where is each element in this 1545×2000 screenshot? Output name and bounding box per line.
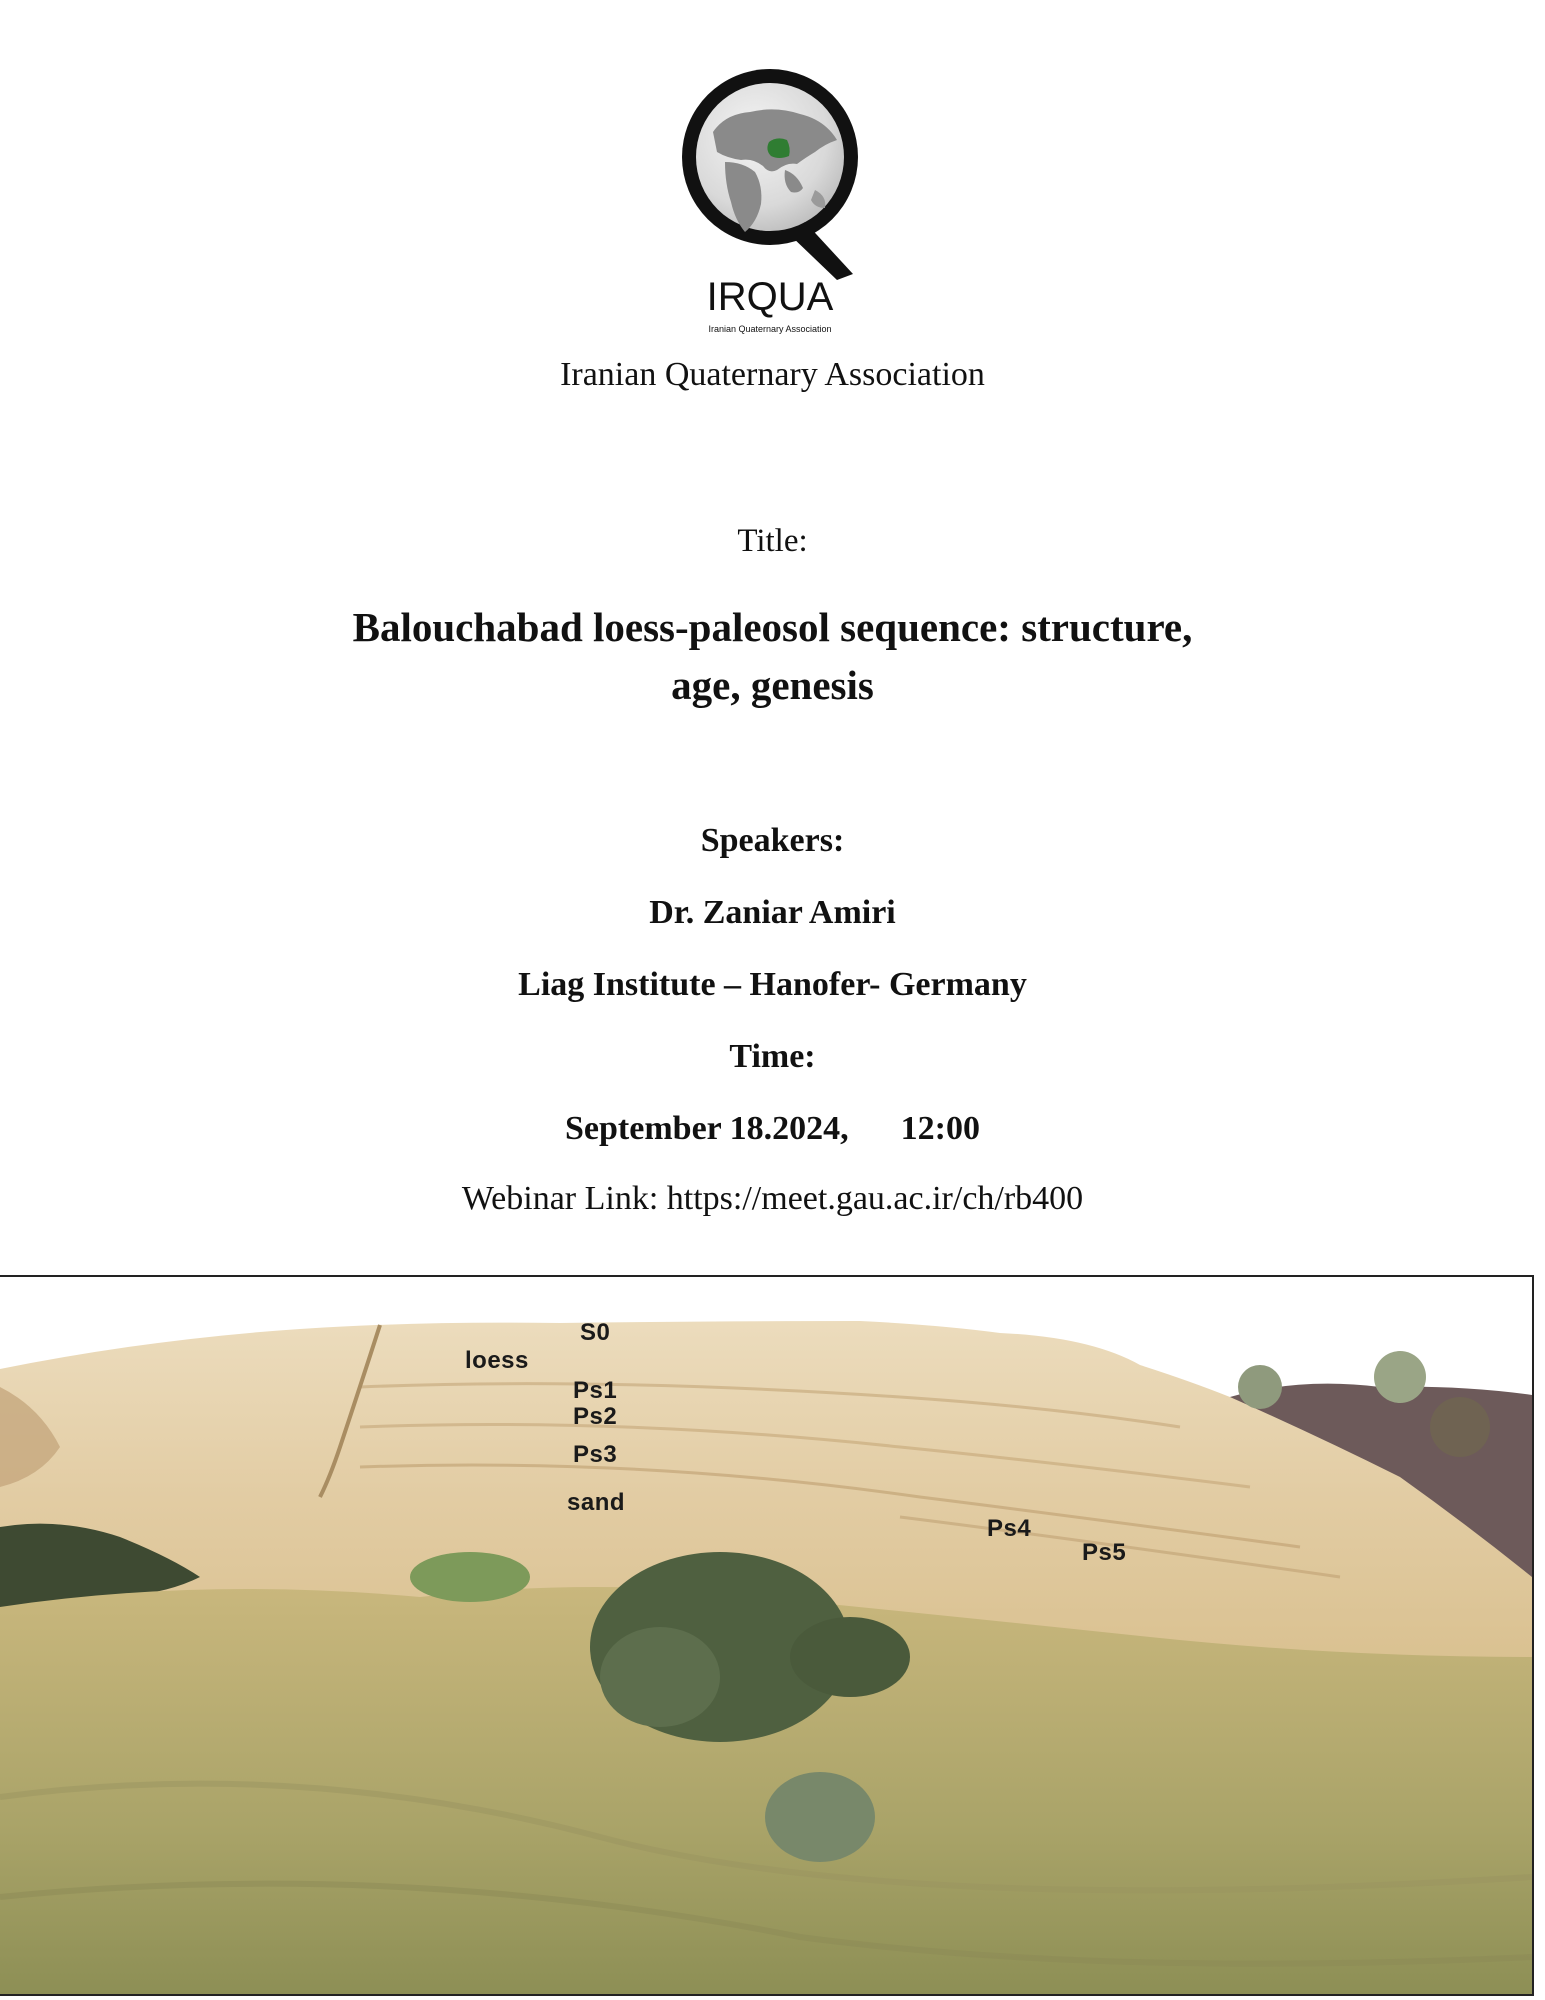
globe-q-icon (665, 62, 885, 337)
logo-subtitle: Iranian Quaternary Association (708, 324, 832, 334)
talk-title-line1: Balouchabad loess-paleosol sequence: structure, (352, 604, 1193, 650)
layer-label-ps2: Ps2 (573, 1403, 618, 1430)
event-date: September 18.2024, (565, 1110, 849, 1147)
talk-title-line2: age, genesis (671, 662, 874, 708)
organization-name: Iranian Quaternary Association (560, 356, 985, 393)
layer-label-ps1: Ps1 (573, 1377, 618, 1404)
talk-title (0, 598, 1545, 714)
speaker-affiliation: Liag Institute – Hanofer- Germany (518, 966, 1027, 1003)
layer-label-ps5: Ps5 (1082, 1539, 1127, 1566)
title-label: Title: (737, 523, 808, 559)
logo-acronym: IRQUA (706, 275, 834, 319)
webinar-link[interactable]: Webinar Link: https://meet.gau.ac.ir/ch/rb400 (461, 1180, 1084, 1217)
loess-outcrop-illustration (0, 1277, 1532, 1994)
loess-section-photo (0, 1275, 1534, 1996)
date-time (0, 1110, 1545, 1148)
iran-highlight (767, 138, 789, 158)
time-label: Time: (729, 1038, 816, 1075)
layer-label-sand: sand (567, 1489, 626, 1516)
layer-label-s0: S0 (580, 1319, 611, 1346)
event-time: 12:00 (900, 1110, 980, 1147)
layer-label-ps4: Ps4 (987, 1515, 1032, 1542)
layer-label-loess: loess (465, 1347, 529, 1374)
speakers-label: Speakers: (700, 822, 845, 859)
speaker-name: Dr. Zaniar Amiri (649, 894, 896, 931)
irqua-logo (665, 62, 885, 337)
layer-label-ps3: Ps3 (573, 1441, 618, 1468)
